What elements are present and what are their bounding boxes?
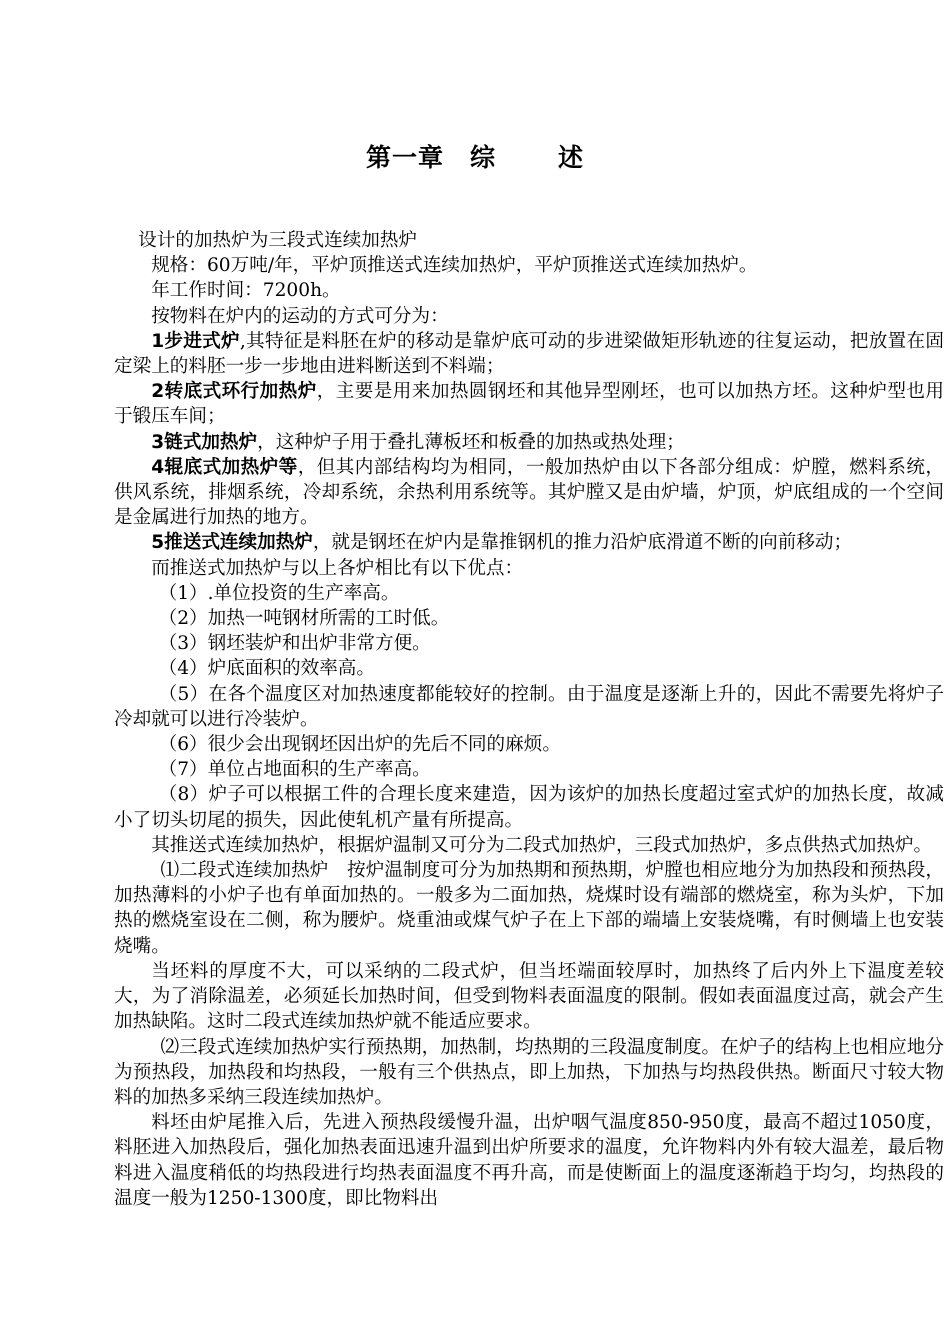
paragraph-thickness-limit: 当坯料的厚度不大，可以采纳的二段式炉，但当坯端面较厚时，加热终了后内外上下温度差较大，为了消除温差，必须延长加热时间，但受到物料表面温度的限制。假如表面温度过高，就会产生加热缺陷。这时二段式连续加热炉就不能适应要求。 xyxy=(114,960,944,1033)
paragraph-rotary-hearth-furnace: 2转底式环行加热炉，主要是用来加热圆钢坯和其他异型刚坯，也可以加热方坯。这种炉型也用于锻压车间； xyxy=(114,381,944,428)
paragraph-two-zone-furnace: ⑴二段式连续加热炉 按炉温制度可分为加热期和预热期，炉膛也相应地分为加热段和预热段，加热薄料的小炉子也有单面加热的。一般多为二面加热，烧煤时设有端部的燃烧室，称为头炉，下加热的燃烧室设在二侧，称为腰炉。烧重油或煤气炉子在上下部的端墙上安装烧嘴，有时侧墙上也安装烧嘴。 xyxy=(114,860,944,957)
paragraph-heating-process: 料坯由炉尾推入后，先进入预热段缓慢升温，出炉咽气温度850-950度，最高不超过1050度，料胚进入加热段后，强化加热表面迅速升温到出炉所要求的温度，允许物料内外有较大温差，最后物料进入温度稍低的均热段进行均热表面温度不再升高，而是使断面上的温度逐渐趋于均匀，均热段的温度一般为1250-1300度，即比物料出 xyxy=(114,1112,944,1209)
list-item-advantage-1: （1）.单位投资的生产率高。 xyxy=(158,582,400,604)
chapter-body xyxy=(114,228,944,1211)
term-walking-beam: 1步进式炉 xyxy=(151,330,240,352)
list-item-advantage-6: （6）很少会出现钢坯因出炉的先后不同的麻烦。 xyxy=(158,734,561,756)
paragraph-roller-hearth-furnace: 4辊底式加热炉等，但其内部结构均为相同，一般加热炉由以下各部分组成：炉膛，燃料系统，供风系统，排烟系统，冷却系统，余热利用系统等。其炉膛又是由炉墙，炉顶，炉底组成的一个空间是金属进行加热的地方。 xyxy=(114,456,944,529)
paragraph-chain-furnace: 3链式加热炉，这种炉子用于叠扎薄板坯和板叠的加热或热处理； xyxy=(151,431,685,453)
list-item-advantage-7: （7）单位占地面积的生产率高。 xyxy=(158,759,431,781)
paragraph-design-intro: 设计的加热炉为三段式连续加热炉 xyxy=(138,230,418,251)
paragraph-pusher-subtypes: 其推送式连续加热炉，根据炉温制又可分为二段式加热炉，三段式加热炉，多点供热式加热炉。 xyxy=(151,834,933,856)
term-roller-hearth: 4辊底式加热炉等 xyxy=(151,456,298,478)
list-item-advantage-3: （3）钢坯装炉和出炉非常方便。 xyxy=(158,633,431,655)
paragraph-spec: 规格：60万吨/年，平炉顶推送式连续加热炉，平炉顶推送式连续加热炉。 xyxy=(151,255,758,277)
list-item-advantage-5: （5）在各个温度区对加热速度都能较好的控制。由于温度是逐渐上升的，因此不需要先将炉子冷却就可以进行冷装炉。 xyxy=(114,683,944,730)
list-item-advantage-4: （4）炉底面积的效率高。 xyxy=(158,658,375,680)
term-chain-furnace: 3链式加热炉 xyxy=(151,431,258,453)
list-item-advantage-8: （8）炉子可以根据工件的合理长度来建造，因为该炉的加热长度超过室式炉的加热长度，故减小了切头切尾的损失，因此使轧机产量有所提高。 xyxy=(114,784,944,831)
paragraph-classification-intro: 按物料在炉内的运动的方式可分为： xyxy=(151,305,449,327)
term-rotary-hearth: 2转底式环行加热炉 xyxy=(151,381,317,403)
chapter-title-number: 第一章 xyxy=(365,143,444,172)
chapter-title-word-1: 综 xyxy=(469,143,496,172)
list-item-advantage-2: （2）加热一吨钢材所需的工时低。 xyxy=(158,608,450,630)
paragraph-walking-beam-furnace: 1步进式炉,其特征是料胚在炉的移动是靠炉底可动的步进梁做矩形轨迹的往复运动，把放置在固定梁上的料胚一步一步地由进料断送到不料端； xyxy=(114,330,944,378)
chapter-title xyxy=(0,138,950,174)
paragraph-pusher-furnace: 5推送式连续加热炉，就是钢坯在炉内是靠推钢机的推力沿炉底滑道不断的向前移动； xyxy=(151,532,853,554)
chapter-title-word-2: 述 xyxy=(558,143,585,172)
term-pusher-furnace: 5推送式连续加热炉 xyxy=(151,532,313,554)
paragraph-three-zone-furnace: ⑵三段式连续加热炉实行预热期，加热制，均热期的三段温度制度。在炉子的结构上也相应地分为预热段，加热段和均热段，一般有三个供热点，即上加热，下加热与均热段供热。断面尺寸较大物料的加热多采纳三段连续加热炉。 xyxy=(114,1036,944,1108)
paragraph-work-time: 年工作时间：7200h。 xyxy=(151,280,341,302)
paragraph-advantages-intro: 而推送式加热炉与以上各炉相比有以下优点： xyxy=(151,557,524,579)
